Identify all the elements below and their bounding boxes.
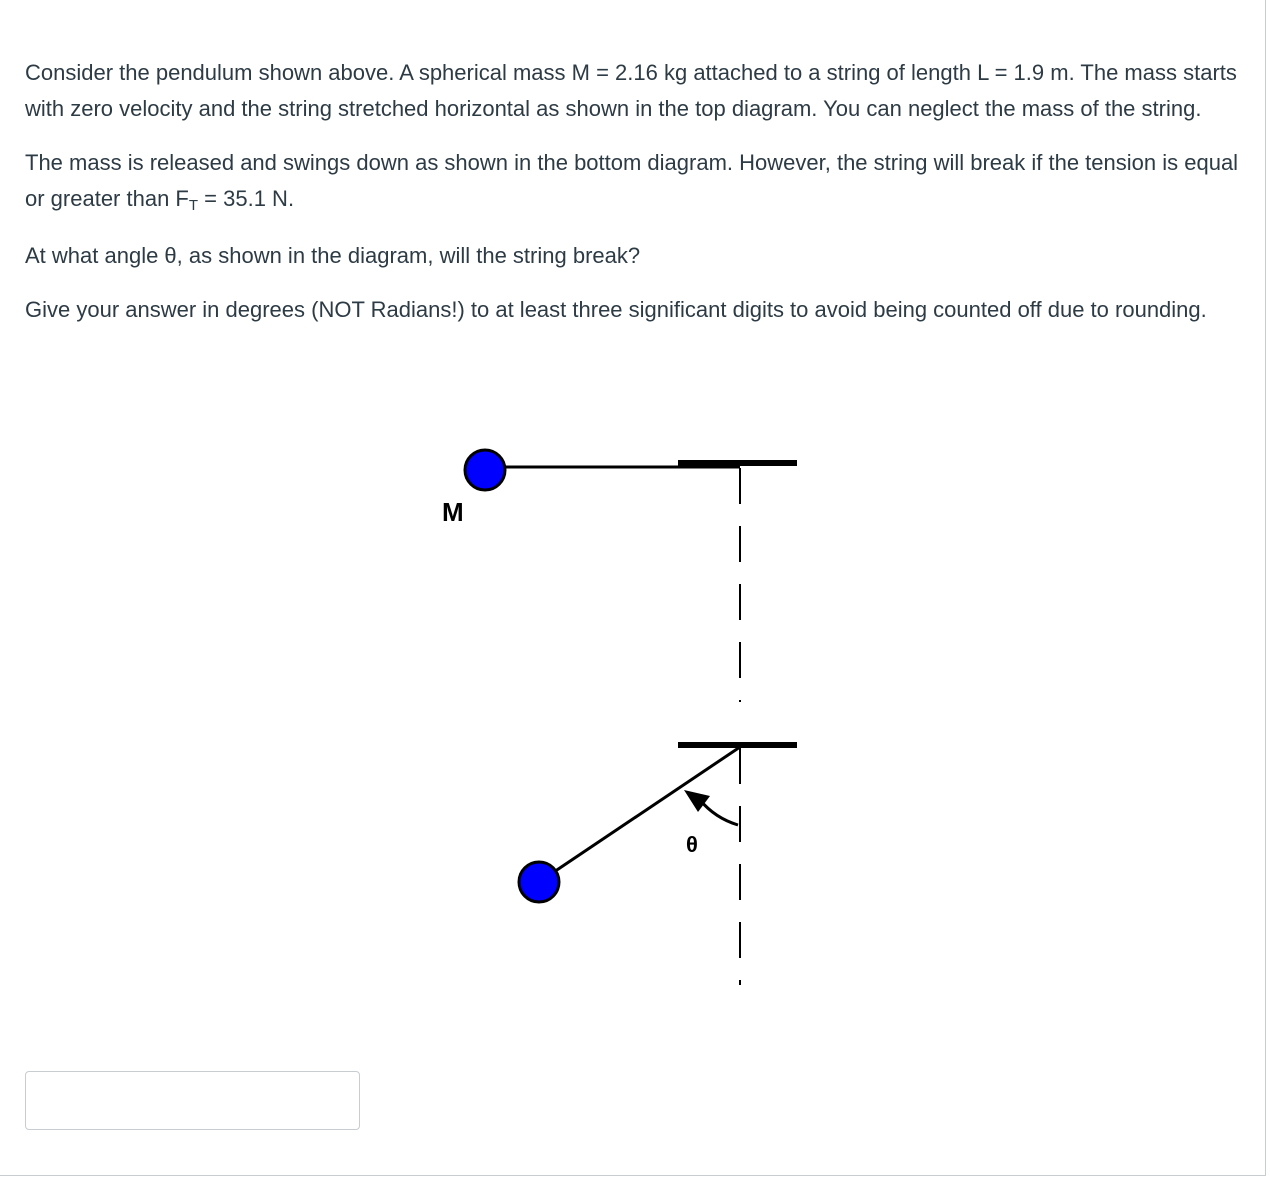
question-paragraph-2-text-end: = 35.1 N. [198,186,295,211]
angle-label: θ [686,832,698,857]
bottom-string [539,747,740,882]
top-mass [465,450,505,490]
tension-subscript: T [188,197,199,214]
question-paragraph-2 [25,145,1240,220]
question-paragraph-1 [25,55,1240,127]
question-paragraph-4-text: Give your answer in degrees (NOT Radians!) to at least three significant digits to avoid being counted off due to rounding. [25,297,1207,322]
mass-label: M [442,497,464,527]
answer-input[interactable] [25,1071,360,1130]
question-text [25,55,1240,346]
pendulum-diagram [420,430,820,1010]
question-paragraph-3-text: At what angle θ, as shown in the diagram, will the string break? [25,243,641,268]
angle-arrowhead [684,790,710,812]
question-paragraph-2-text: The mass is released and swings down as shown in the bottom diagram. However, the string will break if the tension is equal or greater than F [25,150,1239,211]
question-paragraph-3 [25,238,1240,274]
angle-arc [700,800,738,825]
question-paragraph-4 [25,292,1240,328]
bottom-mass [519,862,559,902]
question-paragraph-1-text: Consider the pendulum shown above. A spherical mass M = 2.16 kg attached to a string of length L = 1.9 m. The mass starts with zero velocity and the string stretched horizontal as shown in the top diagram. You can neglect the mass of the string. [25,60,1237,121]
